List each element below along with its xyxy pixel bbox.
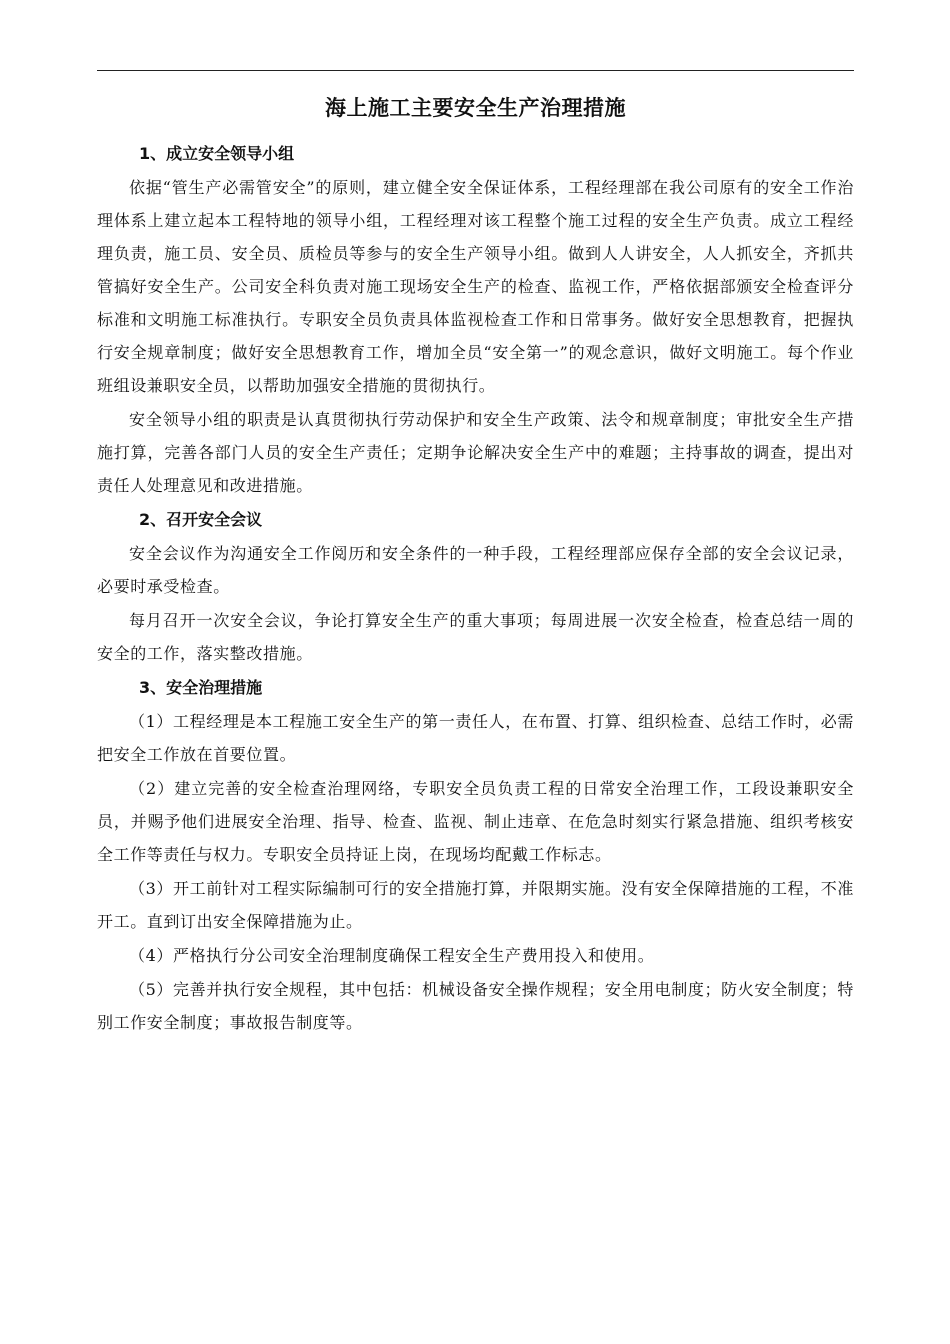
section-3 — [97, 671, 854, 1039]
list-item: （5）完善并执行安全规程，其中包括：机械设备安全操作规程；安全用电制度；防火安全制度；特别工作安全制度；事故报告制度等。 — [97, 980, 854, 1032]
section-heading: 1、成立安全领导小组 — [139, 144, 295, 163]
section-heading: 2、召开安全会议 — [139, 510, 263, 529]
section-heading: 3、安全治理措施 — [139, 678, 263, 697]
list-item: （2）建立完善的安全检查治理网络，专职安全员负责工程的日常安全治理工作，工段设兼职安全员，并赐予他们进展安全治理、指导、检查、监视、制止违章、在危急时刻实行紧急措施、组织考核安全工作等责任与权力。专职安全员持证上岗，在现场均配戴工作标志。 — [97, 779, 854, 864]
list-item: （4）严格执行分公司安全治理制度确保工程安全生产费用投入和使用。 — [129, 946, 655, 965]
paragraph: 每月召开一次安全会议，争论打算安全生产的重大事项；每周进展一次安全检查，检查总结一周的安全的工作，落实整改措施。 — [97, 611, 854, 663]
paragraph: 安全领导小组的职责是认真贯彻执行劳动保护和安全生产政策、法令和规章制度；审批安全生产措施打算，完善各部门人员的安全生产责任；定期争论解决安全生产中的难题；主持事故的调查，提出对责任人处理意见和改进措施。 — [97, 410, 854, 495]
list-item: （1）工程经理是本工程施工安全生产的第一责任人，在布置、打算、组织检查、总结工作时，必需把安全工作放在首要位置。 — [97, 712, 854, 764]
section-1 — [97, 137, 854, 502]
document-page — [97, 70, 854, 1040]
document-title: 海上施工主要安全生产治理措施 — [325, 96, 626, 120]
section-2 — [97, 503, 854, 670]
header-rule — [97, 70, 854, 71]
paragraph: 依据“管生产必需管安全”的原则，建立健全安全保证体系，工程经理部在我公司原有的安全工作治理体系上建立起本工程特地的领导小组，工程经理对该工程整个施工过程的安全生产负责。成立工程经理负责，施工员、安全员、质检员等参与的安全生产领导小组。做到人人讲安全，人人抓安全，齐抓共管搞好安全生产。公司安全科负责对施工现场安全生产的检查、监视工作，严格依据部颁安全检查评分标准和文明施工标准执行。专职安全员负责具体监视检查工作和日常事务。做好安全思想教育，把握执行安全规章制度；做好安全思想教育工作，增加全员“安全第一”的观念意识，做好文明施工。每个作业班组设兼职安全员，以帮助加强安全措施的贯彻执行。 — [97, 178, 854, 395]
paragraph: 安全会议作为沟通安全工作阅历和安全条件的一种手段，工程经理部应保存全部的安全会议记录，必要时承受检查。 — [97, 544, 854, 596]
list-item: （3）开工前针对工程实际编制可行的安全措施打算，并限期实施。没有安全保障措施的工程，不准开工。直到订出安全保障措施为止。 — [97, 879, 854, 931]
